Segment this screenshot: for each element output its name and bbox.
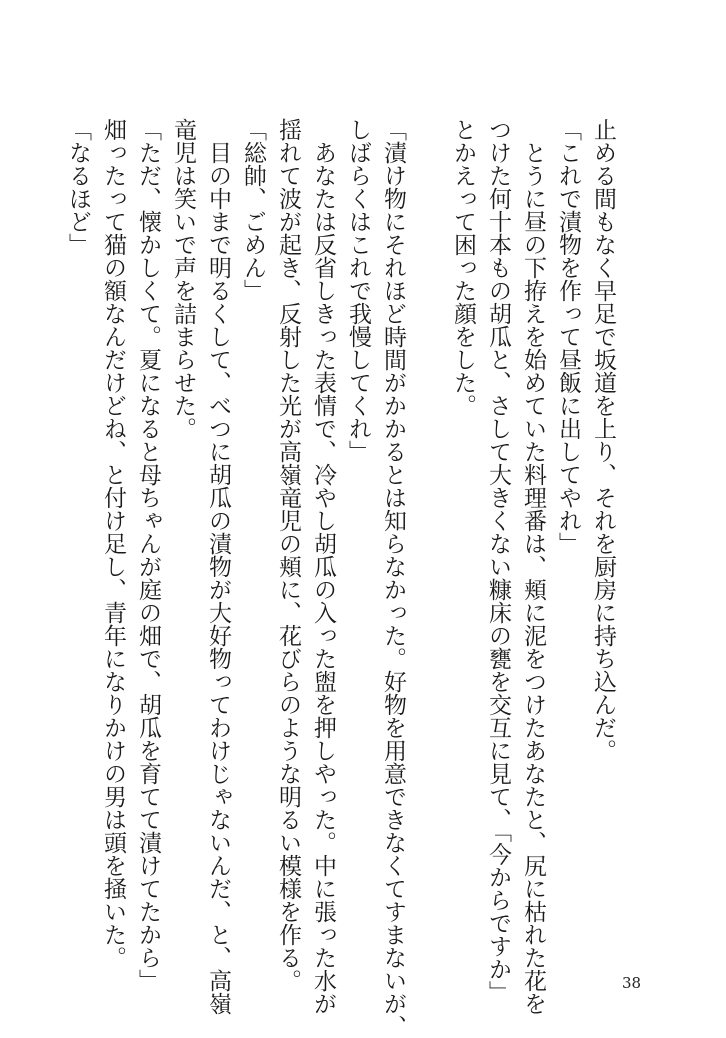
blank-line [410,118,445,918]
text-line: 「これで漬物を作って昼飯に出してやれ」 [555,118,581,555]
text-line: 目の中まで明るくして、べつに胡瓜の漬物が大好物ってわけじゃないんだ、と、高嶺 [205,118,231,1015]
text-line: 揺れて波が起き、反射した光が高嶺竜児の頬に、花びらのような明るい模様を作る。 [275,118,301,992]
text-line: あなたは反省しきった表情で、冷やし胡瓜の入った盥を押しやった。中に張った水が [310,118,336,1015]
text-line: 「なるほど」 [65,118,91,256]
text-line: 止める間もなく早足で坂道を上り、それを厨房に持ち込んだ。 [590,118,616,762]
text-line: 「漬け物にそれほど時間がかかるとは知らなかった。好物を用意できなくてすまないが、 [380,118,406,1038]
text-line: とかえって困った顔をした。 [450,118,476,417]
text-line: 竜児は笑いで声を詰まらせた。 [170,118,196,440]
body-text [60,118,620,1038]
text-line: 「ただ、懐かしくて。夏になると母ちゃんが庭の畑で、胡瓜を育てて漬けてたから」 [135,118,161,992]
text-line: しばらくはこれで我慢してくれ」 [345,118,371,463]
page-number: 38 [622,974,642,992]
text-line: つけた何十本もの胡瓜と、さして大きくない糠床の甕を交互に見て、「今からですか」 [485,118,511,1004]
text-line: 畑ったって猫の額なんだけどね、と付け足し、青年になりかけの男は頭を掻いた。 [100,118,126,969]
text-line: とうに昼の下拵えを始めていた料理番は、頬に泥をつけたあなたと、尻に枯れた花を [520,118,546,1015]
text-line: 「総帥、ごめん」 [240,118,266,302]
